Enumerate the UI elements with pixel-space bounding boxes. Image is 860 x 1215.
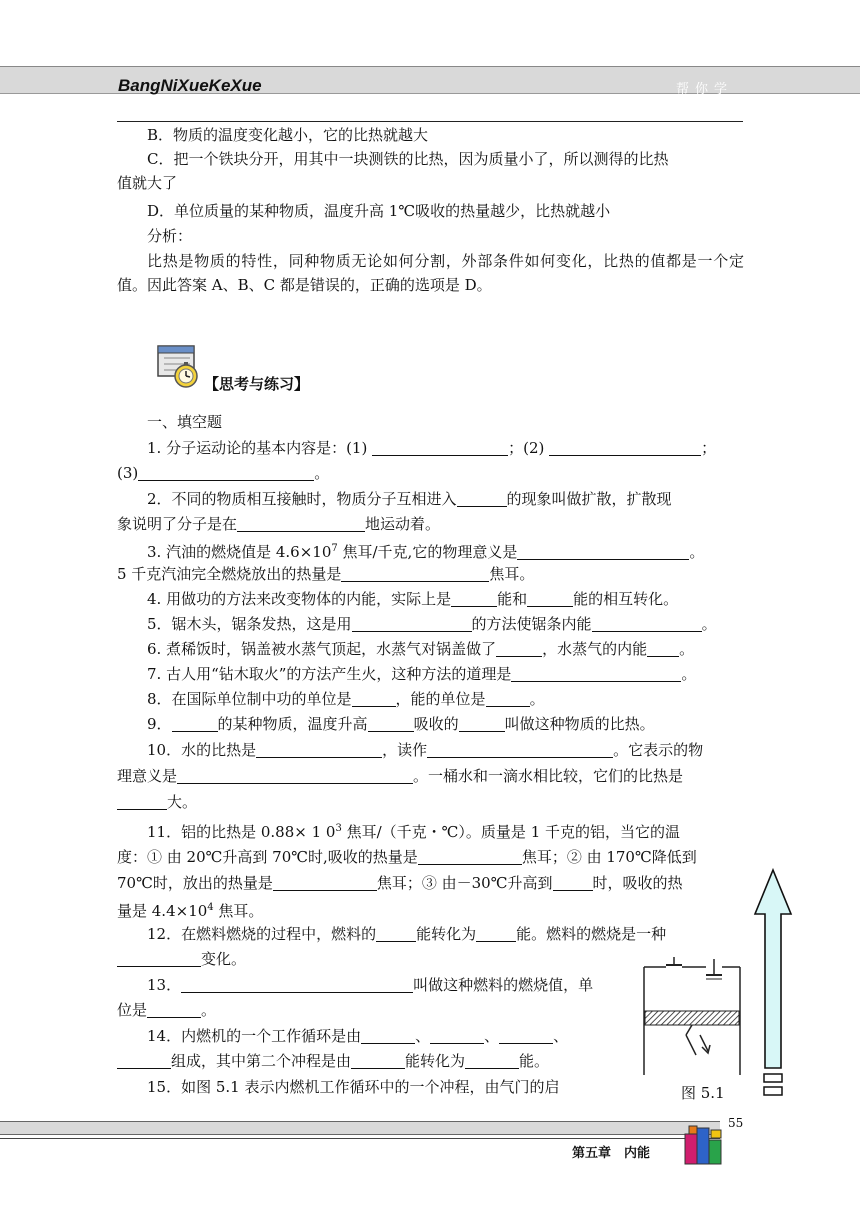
q10-text-a: 10．水的比热是 [147, 741, 257, 759]
q14-text-a: 14．内燃机的一个工作循环是由 [147, 1027, 362, 1045]
footer-bar [0, 1121, 720, 1135]
header-title-chinese: 帮你学 [676, 82, 734, 97]
q14-text-b: 组成，其中第二个冲程是由 [171, 1052, 352, 1070]
q7-blank-1 [511, 665, 681, 682]
question-3-line1 [147, 538, 704, 563]
q8-text-b: ，能的单位是 [395, 690, 486, 708]
q14-blank-2 [430, 1027, 484, 1044]
option-c-line1: C．把一个铁块分开，用其中一块测铁的比热，因为质量小了，所以测得的比热 [147, 150, 669, 168]
q6-text-a: 6. 煮稀饭时，锅盖被水蒸气顶起，水蒸气对锅盖做了 [147, 640, 497, 658]
q11-text-i: 焦耳。 [213, 902, 264, 920]
question-2-line1 [147, 488, 672, 510]
q5-blank-1 [352, 615, 472, 632]
q3-blank-2 [341, 565, 489, 582]
q12-blank-3 [117, 950, 201, 967]
q11-text-g: 时，吸收的热 [592, 874, 683, 892]
q11-blank-2 [273, 874, 377, 891]
question-8 [147, 688, 545, 710]
question-10-line1 [147, 739, 703, 761]
question-12-line2 [117, 948, 246, 970]
q3-text-c: 。 [689, 543, 705, 561]
q12-text-a: 12．在燃料燃烧的过程中，燃料的 [147, 925, 377, 943]
q11-blank-3 [553, 874, 593, 891]
question-4 [147, 588, 678, 610]
q8-text-a: 8．在国际单位制中功的单位是 [147, 690, 352, 708]
analysis-text: 比热是物质的特性，同种物质无论如何分割，外部条件如何变化，比热的值都是一个定值。因此答案 A、B、C 都是错误的，正确的选项是 D。 [117, 252, 744, 294]
q8-text-c: 。 [529, 690, 545, 708]
question-1-line2 [117, 462, 329, 484]
q3-text-a: 3. 汽油的燃烧值是 4.6×10 [147, 543, 332, 561]
q9-text-c: 吸收的 [413, 715, 459, 733]
q12-text-c: 能。燃料的燃烧是一种 [516, 925, 667, 943]
q6-blank-2 [647, 640, 679, 657]
question-2-line2 [117, 513, 440, 535]
q4-blank-2 [527, 590, 573, 607]
q11-text-f: 焦耳；③ 由－30℃升高到 [376, 874, 553, 892]
q11-text-e: 70℃时，放出的热量是 [117, 874, 273, 892]
question-5 [147, 613, 717, 635]
q13-text-a: 13． [147, 976, 182, 994]
stopwatch-icon [156, 344, 202, 390]
blocks-logo-icon [681, 1124, 727, 1170]
q10-text-d: 理意义是 [117, 767, 178, 785]
q5-blank-2 [592, 615, 702, 632]
q10-text-f: 大。 [167, 793, 198, 811]
q12-blank-1 [376, 925, 416, 942]
q13-blank-2 [147, 1001, 201, 1018]
question-13-line1 [147, 974, 593, 996]
question-9 [147, 713, 655, 735]
question-11-line2 [117, 846, 697, 868]
q7-text-b: 。 [681, 665, 697, 683]
q9-text-b: 的某种物质，温度升高 [217, 715, 368, 733]
q2-text-a: 2．不同的物质相互接触时，物质分子互相进入 [147, 490, 457, 508]
q12-text-b: 能转化为 [416, 925, 477, 943]
q3-text-d: 5 千克汽油完全燃烧放出的热量是 [117, 565, 342, 583]
q12-blank-2 [476, 925, 516, 942]
q2-blank-2 [237, 515, 365, 532]
question-1-line1 [147, 437, 716, 459]
q1-blank-3 [138, 464, 314, 481]
q8-blank-1 [352, 690, 396, 707]
q9-blank-3 [459, 715, 505, 732]
q10-text-e: 。一桶水和一滴水相比较，它们的比热是 [413, 767, 684, 785]
q2-blank-1 [457, 490, 507, 507]
q1-blank-1 [372, 439, 508, 456]
q11-exponent: 3 [335, 823, 342, 834]
q1-blank-2 [549, 439, 701, 456]
q11-text-d: 焦耳；② 由 170℃降低到 [521, 848, 697, 866]
question-14-line1 [147, 1025, 568, 1047]
q14-separator-2: 、 [484, 1027, 500, 1045]
header-rule [117, 121, 743, 122]
fill-in-title: 一、填空题 [147, 413, 223, 431]
section-title: 【思考与练习】 [204, 375, 310, 393]
q6-blank-1 [496, 640, 542, 657]
q1-text-c: ； [701, 439, 717, 457]
q14-text-d: 能。 [519, 1052, 550, 1070]
q10-blank-2 [427, 741, 613, 758]
q10-text-c: 。它表示的物 [613, 741, 704, 759]
q1-text-e: 。 [314, 464, 330, 482]
q2-text-d: 地运动着。 [365, 515, 441, 533]
question-7 [147, 663, 696, 685]
up-arrow-icon [753, 868, 793, 1098]
analysis-label: 分析： [147, 227, 193, 245]
q10-text-b: ，读作 [382, 741, 428, 759]
q14-blank-4 [117, 1052, 171, 1069]
q14-blank-3 [499, 1027, 553, 1044]
q11-text-c: 度：① 由 20℃升高到 70℃时,吸收的热量是 [117, 848, 418, 866]
option-b: B．物质的温度变化越小，它的比热就越大 [147, 126, 429, 144]
page-number: 55 [728, 1116, 744, 1130]
q6-text-b: ，水蒸气的内能 [542, 640, 648, 658]
q10-blank-4 [117, 793, 167, 810]
q2-text-b: 的现象叫做扩散，扩散现 [506, 490, 672, 508]
q13-text-d: 。 [201, 1001, 217, 1019]
q5-text-b: 的方法使锯条内能 [471, 615, 592, 633]
question-11-line4 [117, 897, 263, 922]
q14-text-c: 能转化为 [405, 1052, 466, 1070]
question-10-line2 [117, 765, 683, 787]
question-3-line2 [117, 563, 534, 585]
question-6 [147, 638, 694, 660]
q11-exponent-2: 4 [207, 902, 214, 913]
q13-text-c: 位是 [117, 1001, 148, 1019]
q11-text-a: 11．铝的比热是 0.88× 1 0 [147, 823, 336, 841]
q13-blank-1 [181, 976, 413, 993]
question-10-line3 [117, 791, 197, 813]
option-d: D．单位质量的某种物质，温度升高 1℃吸收的热量越少，比热就越小 [147, 202, 611, 220]
q4-text-a: 4. 用做功的方法来改变物体的内能，实际上是 [147, 590, 452, 608]
q1-text-d: (3) [117, 464, 139, 482]
q11-text-h: 量是 4.4×10 [117, 902, 208, 920]
q10-blank-3 [177, 767, 413, 784]
question-13-line2 [117, 999, 216, 1021]
q14-separator-1: 、 [415, 1027, 431, 1045]
q4-text-b: 能和 [497, 590, 528, 608]
question-11-line3 [117, 872, 683, 894]
q14-separator-3: 、 [553, 1027, 569, 1045]
q3-text-b: 焦耳/千克,它的物理意义是 [337, 543, 518, 561]
q14-blank-5 [351, 1052, 405, 1069]
engine-cylinder-figure [640, 955, 744, 1077]
option-c-line2: 值就大了 [117, 174, 178, 192]
figure-caption: 图 5.1 [681, 1084, 725, 1102]
q3-blank-1 [517, 543, 689, 560]
question-15: 15．如图 5.1 表示内燃机工作循环中的一个冲程，由气门的启 [147, 1078, 560, 1096]
q5-text-a: 5．锯木头，锯条发热，这是用 [147, 615, 352, 633]
q2-text-c: 象说明了分子是在 [117, 515, 238, 533]
q9-text-a: 9． [147, 715, 172, 733]
q1-text-a: 1. 分子运动论的基本内容是：(1) [147, 439, 373, 457]
q13-text-b: 叫做这种燃料的燃烧值，单 [413, 976, 594, 994]
chapter-label: 第五章 内能 [572, 1146, 651, 1161]
question-14-line2 [117, 1050, 549, 1072]
footer-rule [0, 1138, 720, 1139]
q9-text-d: 叫做这种物质的比热。 [504, 715, 655, 733]
q10-blank-1 [256, 741, 382, 758]
q9-blank-2 [368, 715, 414, 732]
q3-text-e: 焦耳。 [489, 565, 535, 583]
q1-text-b: ；(2) [508, 439, 550, 457]
q3-exponent: 7 [331, 543, 338, 554]
q12-text-d: 变化。 [201, 950, 247, 968]
q11-blank-1 [418, 848, 522, 865]
question-11-line1 [147, 818, 680, 843]
q4-blank-1 [451, 590, 497, 607]
q9-blank-1 [172, 715, 218, 732]
q6-text-c: 。 [679, 640, 695, 658]
q11-text-b: 焦耳/（千克・℃）。质量是 1 千克的铝，当它的温 [341, 823, 681, 841]
q14-blank-1 [361, 1027, 415, 1044]
q5-text-c: 。 [701, 615, 717, 633]
q7-text-a: 7. 古人用“钻木取火”的方法产生火，这种方法的道理是 [147, 665, 512, 683]
header-title-latin: BangNiXueKeXue [118, 76, 262, 95]
q4-text-c: 能的相互转化。 [573, 590, 679, 608]
question-12-line1 [147, 923, 666, 945]
q8-blank-2 [486, 690, 530, 707]
q14-blank-6 [465, 1052, 519, 1069]
